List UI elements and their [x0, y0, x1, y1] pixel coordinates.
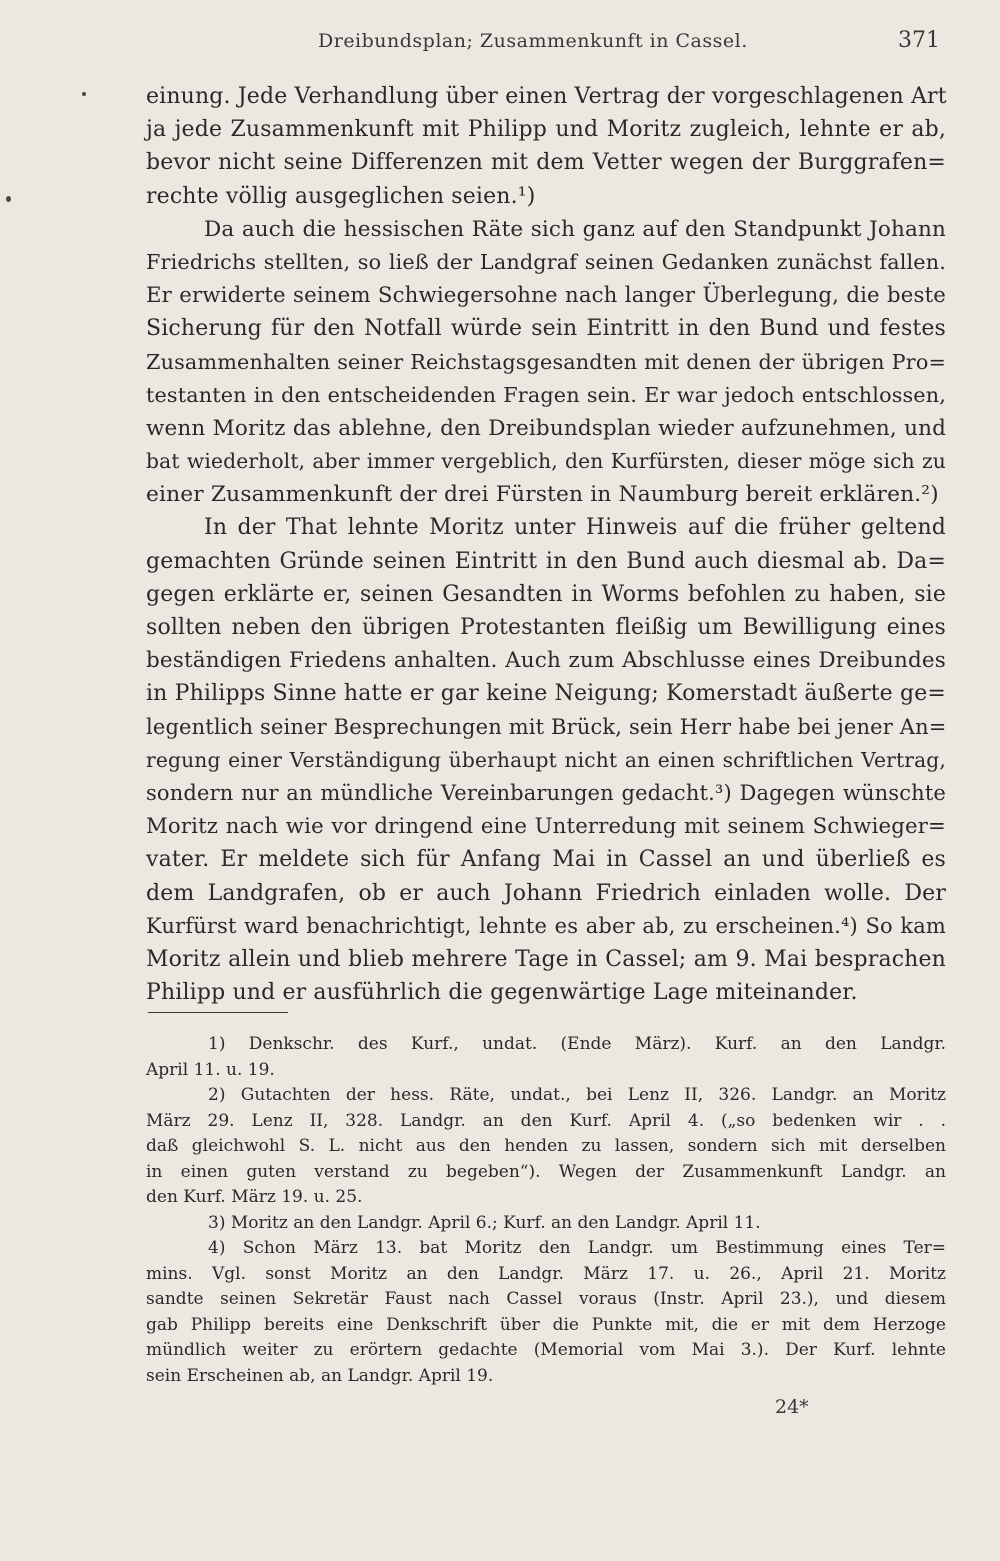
body-line: Zusammenhalten seiner Reichstagsgesandten mit denen der übrigen Pro=	[146, 349, 946, 374]
body-line: bevor nicht seine Differenzen mit dem Vetter wegen der Burggrafen=	[146, 150, 946, 176]
body-line: einer Zusammenkunft der drei Fürsten in Naumburg bereit erklären.²)	[146, 482, 939, 508]
body-line: rechte völlig ausgeglichen seien.¹)	[146, 183, 536, 209]
body-line: dem Landgrafen, ob er auch Johann Friedrich einladen wolle. Der	[146, 880, 946, 906]
footnote-line: März 29. Lenz II, 328. Landgr. an den Kurf. April 4. („so bedenken wir . .	[146, 1110, 946, 1131]
footnote-line: daß gleichwohl S. L. nicht aus den henden zu lassen, sondern sich mit derselben	[146, 1136, 946, 1156]
body-line: wenn Moritz das ablehne, den Dreibundsplan wieder aufzunehmen, und	[146, 415, 946, 441]
body-line: beständigen Friedens anhalten. Auch zum Abschlusse eines Dreibundes	[146, 648, 946, 674]
body-line: regung einer Verständigung überhaupt nicht an einen schriftlichen Vertrag,	[146, 747, 946, 772]
page-number: 371	[898, 28, 940, 53]
body-line: vater. Er meldete sich für Anfang Mai in Cassel an und überließ es	[146, 847, 946, 873]
body-line: gegen erklärte er, seinen Gesandten in Worms befohlen zu haben, sie	[146, 581, 946, 607]
body-line: ja jede Zusammenkunft mit Philipp und Moritz zugleich, lehnte er ab,	[146, 117, 946, 143]
footnote-line: 2) Gutachten der hess. Räte, undat., bei Lenz II, 326. Landgr. an Moritz	[208, 1085, 946, 1105]
footnote-line: sein Erscheinen ab, an Landgr. April 19.	[146, 1365, 494, 1386]
body-text	[146, 80, 946, 1009]
running-title: Dreibundsplan; Zusammenkunft in Cassel.	[318, 30, 748, 52]
footnote-line: 3) Moritz an den Landgr. April 6.; Kurf. an den Landgr. April 11.	[208, 1212, 761, 1233]
body-line: gemachten Gründe seinen Eintritt in den Bund auch diesmal ab. Da=	[146, 548, 946, 574]
paper-speck	[6, 196, 11, 202]
signature-mark: 24*	[775, 1396, 809, 1418]
footnote-line: April 11. u. 19.	[146, 1059, 275, 1080]
body-line: Moritz allein und blieb mehrere Tage in Cassel; am 9. Mai besprachen	[146, 946, 946, 972]
paragraph-start-line: In der That lehnte Moritz unter Hinweis auf die früher geltend	[204, 515, 946, 541]
body-line: in Philipps Sinne hatte er gar keine Neigung; Komerstadt äußerte ge=	[146, 681, 946, 707]
footnote-line: 1) Denkschr. des Kurf., undat. (Ende März). Kurf. an den Landgr.	[208, 1034, 946, 1054]
footnote-separator	[148, 1012, 288, 1013]
footnote-line: gab Philipp bereits eine Denkschrift über die Punkte mit, die er mit dem Herzoge	[146, 1314, 946, 1335]
paper-speck	[82, 92, 86, 96]
body-line: sollten neben den übrigen Protestanten fleißig um Bewilligung eines	[146, 615, 946, 640]
body-line: Er erwiderte seinem Schwiegersohne nach langer Überlegung, die beste	[146, 283, 946, 309]
footnote-line: den Kurf. März 19. u. 25.	[146, 1187, 363, 1207]
body-line: Kurfürst ward benachrichtigt, lehnte es aber ab, zu erscheinen.⁴) So kam	[146, 913, 946, 938]
body-line: einung. Jede Verhandlung über einen Vertrag der vorgeschlagenen Art	[146, 84, 947, 109]
body-line: legentlich seiner Besprechungen mit Brück, sein Herr habe bei jener An=	[146, 714, 947, 739]
body-line: Philipp und er ausführlich die gegenwärtige Lage miteinander.	[146, 980, 858, 1006]
footnotes	[146, 1032, 946, 1389]
footnote-line: mündlich weiter zu erörtern gedachte (Memorial vom Mai 3.). Der Kurf. lehnte	[146, 1340, 946, 1360]
body-line: Friedrichs stellten, so ließ der Landgraf seinen Gedanken zunächst fallen.	[146, 249, 946, 274]
footnote-line: 4) Schon März 13. bat Moritz den Landgr. um Bestimmung eines Ter=	[208, 1238, 946, 1258]
body-line: sondern nur an mündliche Vereinbarungen gedacht.³) Dagegen wünschte	[146, 780, 946, 805]
paragraph-start-line: Da auch die hessischen Räte sich ganz auf den Standpunkt Johann	[204, 216, 946, 242]
footnote-line: sandte seinen Sekretär Faust nach Cassel voraus (Instr. April 23.), und diesem	[146, 1289, 946, 1309]
footnote-line: mins. Vgl. sonst Moritz an den Landgr. März 17. u. 26., April 21. Moritz	[146, 1263, 946, 1284]
body-line: Sicherung für den Notfall würde sein Eintritt in den Bund und festes	[146, 316, 946, 342]
body-line: Moritz nach wie vor dringend eine Unterredung mit seinem Schwieger=	[146, 814, 946, 840]
body-line: testanten in den entscheidenden Fragen sein. Er war jedoch entschlossen,	[146, 382, 946, 407]
body-line: bat wiederholt, aber immer vergeblich, den Kurfürsten, dieser möge sich zu	[146, 449, 946, 474]
footnote-line: in einen guten verstand zu begeben“). Wegen der Zusammenkunft Landgr. an	[146, 1161, 946, 1182]
